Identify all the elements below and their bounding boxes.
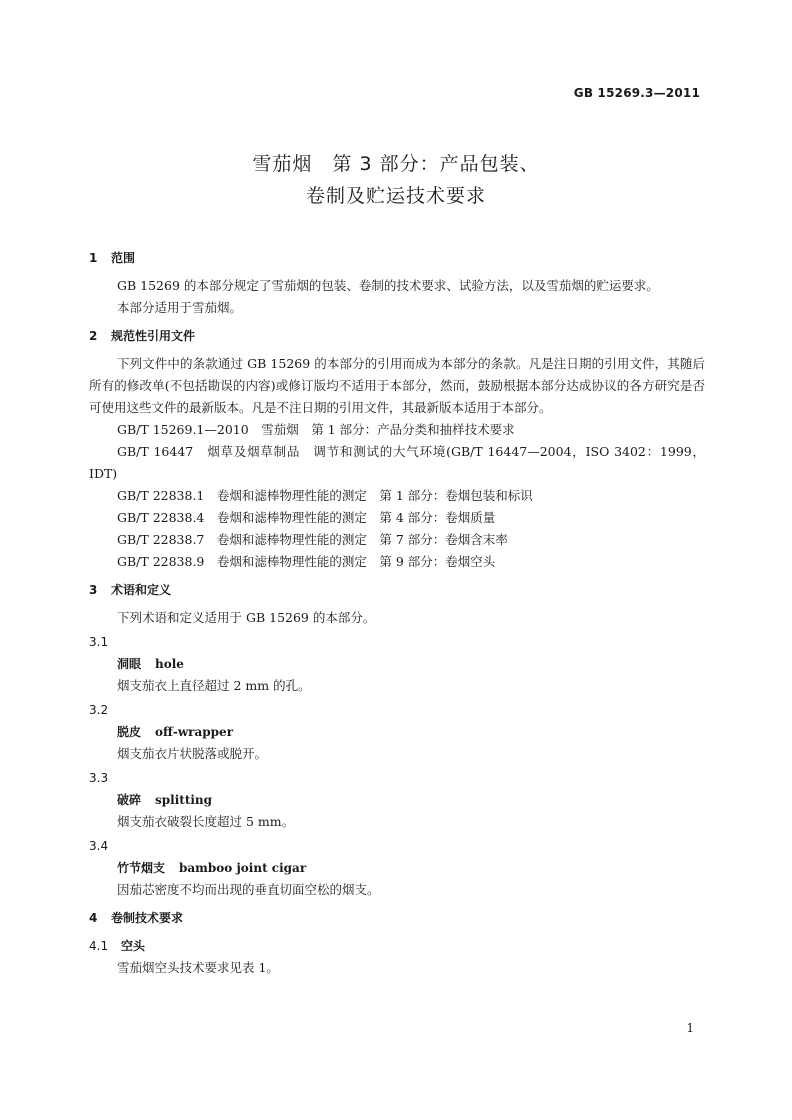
paragraph: 本部分适用于雪茄烟。	[117, 300, 243, 315]
term-en: off-wrapper	[155, 725, 234, 739]
section-title: 范围	[111, 251, 136, 265]
term-entry	[89, 721, 705, 743]
page-number: 1	[686, 1021, 694, 1035]
section-4-heading	[89, 907, 705, 929]
term-entry	[89, 789, 705, 811]
term-en: hole	[155, 657, 184, 671]
section-1-heading	[89, 247, 705, 269]
paragraph: GB 15269 的本部分规定了雪茄烟的包装、卷制的技术要求、试验方法，以及雪茄烟的贮运要求。	[117, 278, 659, 293]
document-body	[89, 244, 705, 979]
reference-item: GB/T 22838.9 卷烟和滤棒物理性能的测定 第 9 部分：卷烟空头	[117, 554, 496, 569]
paragraph: 下列术语和定义适用于 GB 15269 的本部分。	[117, 610, 376, 625]
term-entry	[89, 653, 705, 675]
term-en: splitting	[155, 793, 213, 807]
section-number: 4	[89, 911, 98, 925]
paragraph: 雪茄烟空头技术要求见表 1。	[117, 960, 279, 975]
term-number: 3.3	[89, 771, 109, 785]
reference-item: GB/T 22838.1 卷烟和滤棒物理性能的测定 第 1 部分：卷烟包装和标识	[117, 488, 533, 503]
section-3-heading	[89, 579, 705, 601]
subsection-number: 4.1	[89, 939, 109, 953]
reference-item: GB/T 22838.4 卷烟和滤棒物理性能的测定 第 4 部分：卷烟质量	[117, 510, 496, 525]
term-definition: 烟支茄衣片状脱落或脱开。	[117, 746, 268, 761]
term-number: 3.4	[89, 839, 109, 853]
term-definition: 因茄芯密度不均而出现的垂直切面空松的烟支。	[117, 882, 380, 897]
section-number: 1	[89, 251, 98, 265]
title-line-2: 卷制及贮运技术要求	[305, 185, 486, 207]
reference-item: GB/T 16447 烟草及烟草制品 调节和测试的大气环境(GB/T 16447—2004，ISO 3402：1999，IDT)	[89, 444, 705, 481]
standard-code: GB 15269.3—2011	[573, 86, 700, 100]
reference-item: GB/T 22838.7 卷烟和滤棒物理性能的测定 第 7 部分：卷烟含末率	[117, 532, 508, 547]
document-title	[0, 148, 792, 212]
section-title: 卷制技术要求	[111, 911, 184, 925]
subsection-4-1-heading	[89, 935, 705, 957]
section-number: 3	[89, 583, 98, 597]
section-2-heading	[89, 325, 705, 347]
subsection-title: 空头	[121, 939, 146, 953]
term-zh: 脱皮	[117, 725, 142, 739]
term-definition: 烟支茄衣破裂长度超过 5 mm。	[117, 814, 295, 829]
term-number: 3.1	[89, 635, 109, 649]
term-number: 3.2	[89, 703, 109, 717]
reference-item: GB/T 15269.1—2010 雪茄烟 第 1 部分：产品分类和抽样技术要求	[117, 422, 515, 437]
term-definition: 烟支茄衣上直径超过 2 mm 的孔。	[117, 678, 311, 693]
section-number: 2	[89, 329, 98, 343]
term-zh: 破碎	[117, 793, 142, 807]
section-title: 术语和定义	[111, 583, 172, 597]
term-entry	[89, 857, 705, 879]
term-zh: 洞眼	[117, 657, 142, 671]
title-line-1: 雪茄烟 第 3 部分：产品包装、	[252, 153, 540, 175]
paragraph: 下列文件中的条款通过 GB 15269 的本部分的引用而成为本部分的条款。凡是注日期的引用文件，其随后所有的修改单(不包括勘误的内容)或修订版均不适用于本部分，然而，鼓励根据本部分达成协议的各方研究是否可使用这些文件的最新版本。凡是不注日期的引用文件，其最新版本适用于本部分。	[89, 356, 705, 415]
section-title: 规范性引用文件	[111, 329, 196, 343]
term-en: bamboo joint cigar	[179, 861, 307, 875]
term-zh: 竹节烟支	[117, 861, 166, 875]
